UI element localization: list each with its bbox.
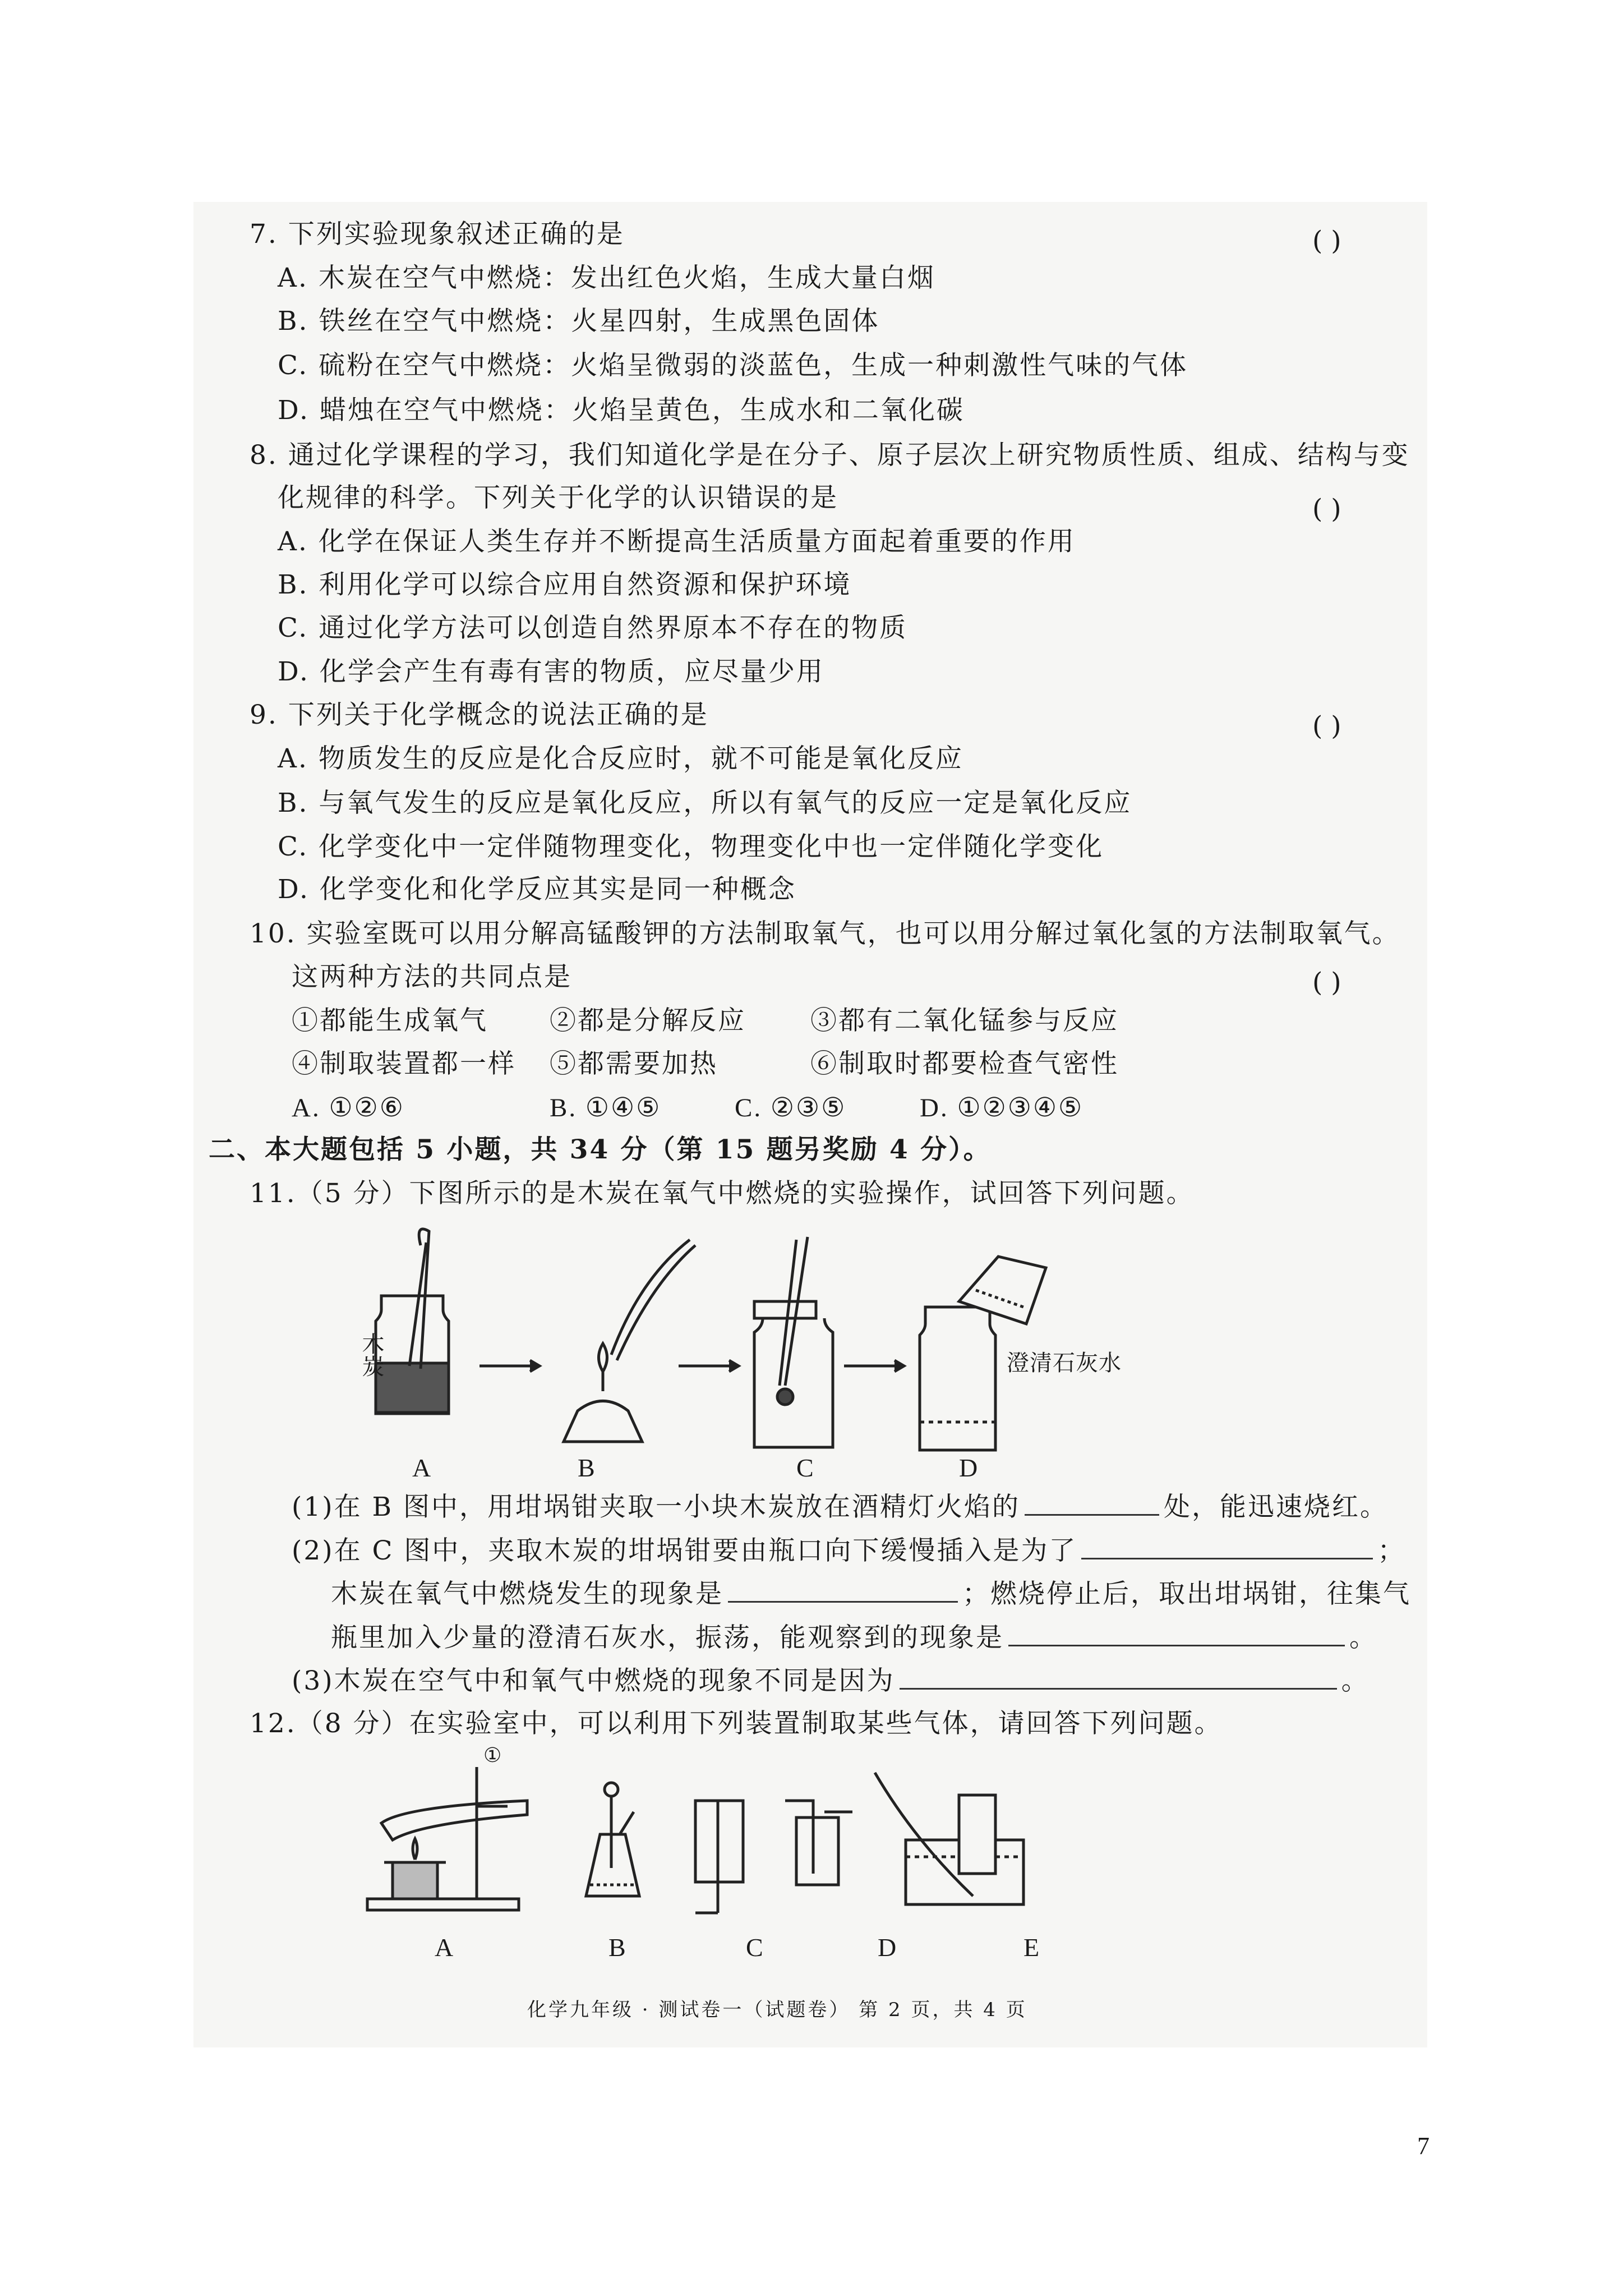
q10-answer-paren: ( ) [1312, 967, 1341, 998]
q10-choice-b: B. ①④⑤ [550, 1093, 662, 1122]
q10-item-4: ④制取装置都一样 [292, 1048, 516, 1079]
q10-item-2: ②都是分解反应 [550, 1005, 746, 1036]
q10-choice-c: C. ②③⑤ [735, 1093, 847, 1122]
q11-label-a: A [412, 1453, 431, 1482]
q11-fig-a-bottle [376, 1229, 449, 1414]
q12-fig-b-flask [586, 1783, 639, 1896]
q11-blank-5[interactable] [900, 1663, 1337, 1690]
q7-stem: 7. 下列实验现象叙述正确的是 [250, 219, 625, 250]
q10-choice-a: A. ①②⑥ [292, 1093, 405, 1122]
q11-fig-c-bottle [754, 1237, 833, 1447]
q9-option-b: B. 与氧气发生的反应是氧化反应，所以有氧气的反应一定是氧化反应 [278, 788, 1132, 818]
q9-option-a: A. 物质发生的反应是化合反应时，就不可能是氧化反应 [278, 743, 963, 774]
q11-part1: (1)在 B 图中，用坩埚钳夹取一小块木炭放在酒精灯火焰的 处，能迅速烧红。 [292, 1489, 1388, 1524]
page-footer: 化学九年级 · 测试卷一（试题卷） 第 2 页，共 4 页 [527, 1999, 1027, 2021]
q10-stem-line1: 10. 实验室既可以用分解高锰酸钾的方法制取氧气，也可以用分解过氧化氢的方法制取氧气。 [250, 918, 1400, 949]
charcoal-label: 木炭 [358, 1332, 384, 1377]
q8-option-a: A. 化学在保证人类生存并不断提高生活质量方面起着重要的作用 [278, 526, 1076, 557]
limewater-label: 澄清石灰水 [1007, 1350, 1122, 1376]
q7-option-b: B. 铁丝在空气中燃烧：火星四射，生成黑色固体 [278, 306, 880, 337]
q12-figure [359, 1750, 1155, 1952]
q11-label-c: C [796, 1453, 814, 1482]
q8-option-d: D. 化学会产生有毒有害的物质，应尽量少用 [278, 656, 824, 687]
q12-fig-c-bottle [695, 1801, 743, 1913]
q12-stem: 12.（8 分）在实验室中，可以利用下列装置制取某些气体，请回答下列问题。 [250, 1708, 1223, 1739]
q11-figure [336, 1223, 1122, 1470]
section-2-heading: 二、本大题包括 5 小题，共 34 分（第 15 题另奖励 4 分）。 [209, 1134, 992, 1165]
q8-option-b: B. 利用化学可以综合应用自然资源和保护环境 [278, 569, 852, 600]
q8-stem-line1: 8. 通过化学课程的学习，我们知道化学是在分子、原子层次上研究物质性质、组成、结构与变 [250, 440, 1410, 471]
q12-fig-a-heating-apparatus [367, 1767, 527, 1910]
q10-item-5: ⑤都需要加热 [550, 1048, 718, 1079]
q8-option-c: C. 通过化学方法可以创造自然界原本不存在的物质 [278, 613, 908, 643]
q10-stem-line2: 这两种方法的共同点是 [292, 961, 572, 992]
q7-option-c: C. 硫粉在空气中燃烧：火焰呈微弱的淡蓝色，生成一种刺激性气味的气体 [278, 350, 1188, 381]
q12-label-a: A [435, 1933, 454, 1962]
q11-part2-cont: 木炭在氧气中燃烧发生的现象是 ；燃烧停止后，取出坩埚钳，往集气 [331, 1576, 1411, 1611]
q11-blank-3[interactable] [728, 1576, 958, 1603]
q11-blank-1[interactable] [1025, 1489, 1159, 1516]
q10-item-1: ①都能生成氧气 [292, 1005, 488, 1036]
q11-stem: 11.（5 分）下图所示的是木炭在氧气中燃烧的实验操作，试回答下列问题。 [250, 1178, 1195, 1209]
q12-label-e: E [1023, 1933, 1040, 1962]
q12-label-b: B [608, 1933, 626, 1962]
q7-option-d: D. 蜡烛在空气中燃烧：火焰呈黄色，生成水和二氧化碳 [278, 395, 965, 426]
q12-fig-e-trough [875, 1773, 1023, 1904]
q11-part2-end: 瓶里加入少量的澄清石灰水，振荡，能观察到的现象是 。 [331, 1620, 1377, 1655]
q11-blank-4[interactable] [1008, 1620, 1345, 1646]
q7-answer-paren: ( ) [1312, 226, 1341, 256]
q10-item-3: ③都有二氧化锰参与反应 [810, 1005, 1119, 1036]
q9-stem: 9. 下列关于化学概念的说法正确的是 [250, 700, 709, 730]
q9-option-c: C. 化学变化中一定伴随物理变化，物理变化中也一定伴随化学变化 [278, 831, 1104, 862]
q12-fig-d-bottle [785, 1801, 852, 1885]
page-number: 7 [1417, 2132, 1430, 2160]
q9-option-d: D. 化学变化和化学反应其实是同一种概念 [278, 874, 796, 905]
q8-stem-line2: 化规律的科学。下列关于化学的认识错误的是 [278, 482, 838, 513]
q8-answer-paren: ( ) [1312, 494, 1341, 524]
q7-option-a: A. 木炭在空气中燃烧：发出红色火焰，生成大量白烟 [278, 263, 935, 293]
q11-part2: (2)在 C 图中，夹取木炭的坩埚钳要由瓶口向下缓慢插入是为了 ； [292, 1533, 1405, 1568]
q11-blank-2[interactable] [1081, 1533, 1373, 1559]
q11-label-b: B [578, 1453, 595, 1482]
q11-part3: (3)木炭在空气中和氧气中燃烧的现象不同是因为 。 [292, 1663, 1370, 1698]
q11-fig-b-lamp [564, 1240, 695, 1442]
q10-choice-d: D. ①②③④⑤ [920, 1093, 1084, 1122]
q11-label-d: D [959, 1453, 978, 1482]
q12-label-c: C [746, 1933, 763, 1962]
q9-answer-paren: ( ) [1312, 711, 1341, 742]
q12-label-d: D [878, 1933, 897, 1962]
q12-marker-1: ① [483, 1744, 504, 1767]
q10-item-6: ⑥制取时都要检查气密性 [810, 1048, 1119, 1079]
